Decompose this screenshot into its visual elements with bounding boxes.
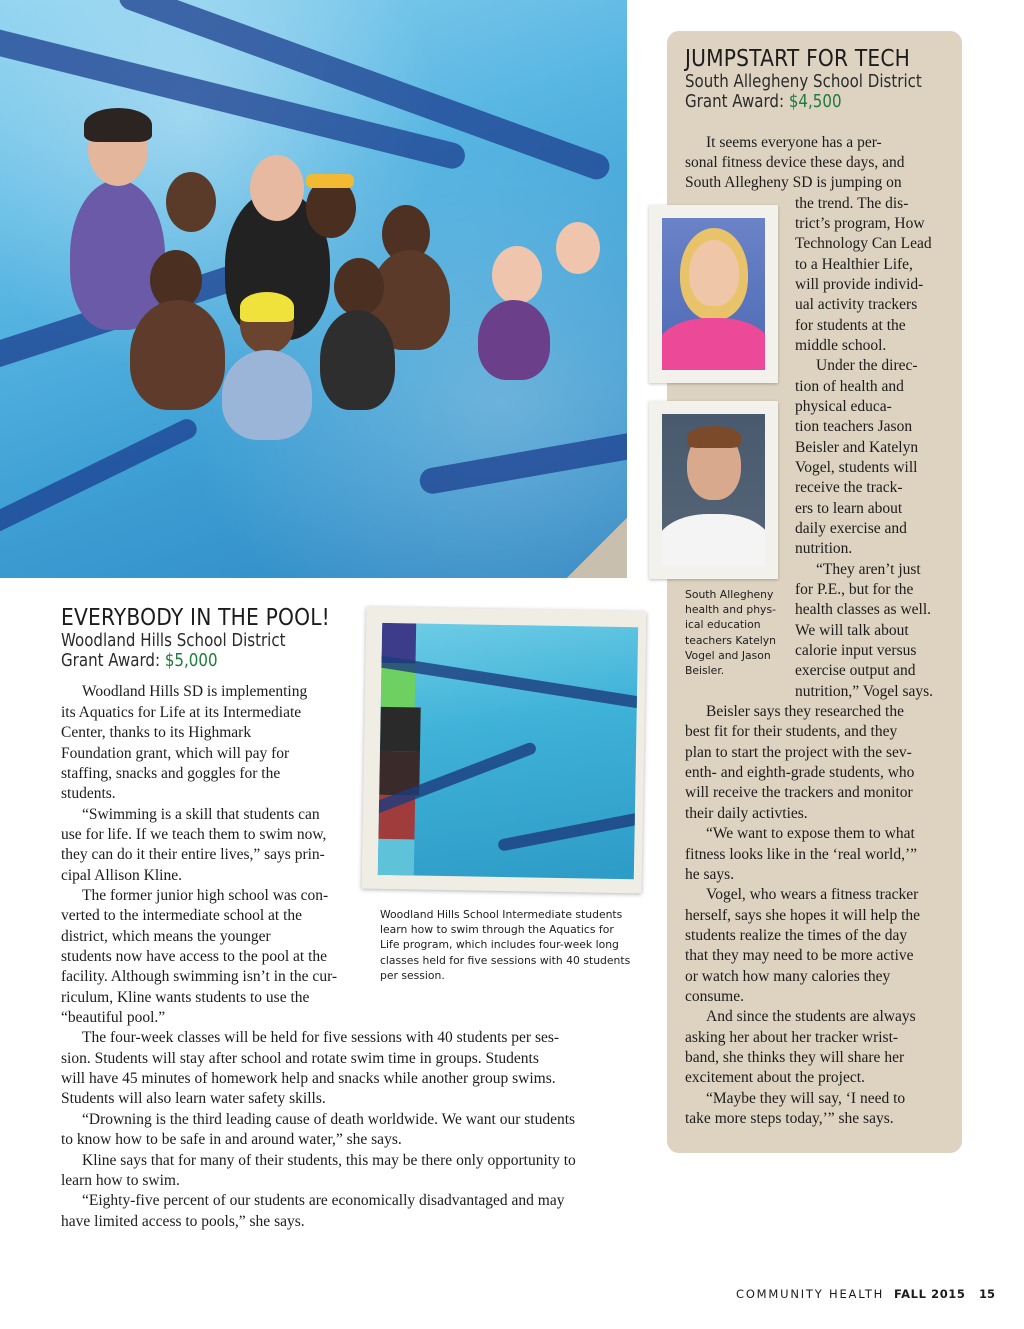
body-line: “Swimming is a skill that students can: [82, 806, 320, 823]
body-line: ers to learn about: [795, 500, 903, 517]
body-line: for P.E., but for the: [795, 581, 914, 598]
body-line: sonal fitness device these days, and: [685, 154, 905, 171]
sidebar-title: JUMPSTART FOR TECH: [685, 46, 911, 72]
caption-line: teachers Katelyn: [685, 634, 777, 647]
caption-line: per session.: [380, 969, 445, 982]
body-line: physical educa-: [795, 398, 892, 415]
body-line: will have 45 minutes of homework help and snacks while another group swims.: [61, 1070, 556, 1087]
caption-line: Life program, which includes four-week long: [380, 938, 619, 951]
body-line: “Drowning is the third leading cause of death worldwide. We want our students: [82, 1111, 576, 1128]
body-line: health classes as well.: [795, 601, 932, 618]
caption-line: South Allegheny: [685, 588, 774, 601]
body-line: consume.: [685, 988, 744, 1005]
body-line: sion. Students will stay after school and rotate swim time in groups. Students: [61, 1050, 539, 1067]
body-line: students now have access to the pool at the: [61, 948, 328, 965]
body-line: “beautiful pool.”: [61, 1009, 166, 1026]
body-line: their daily activties.: [685, 805, 808, 822]
main-title: EVERYBODY IN THE POOL!: [61, 605, 330, 631]
body-line: It seems everyone has a per-: [706, 134, 882, 151]
body-line: use for life. If we teach them to swim now,: [61, 826, 327, 843]
body-line: district, which means the younger: [61, 928, 271, 945]
sidebar-award-label: Grant Award:: [685, 92, 785, 112]
body-line: And since the students are always: [706, 1008, 916, 1025]
footer-page-number: 15: [979, 1287, 996, 1301]
body-line: students.: [61, 785, 116, 802]
body-line: South Allegheny SD is jumping on: [685, 174, 902, 191]
body-line: The four-week classes will be held for five sessions with 40 students per ses-: [82, 1029, 560, 1046]
body-line: Beisler and Katelyn: [795, 439, 919, 456]
sidebar-header: [685, 46, 955, 112]
body-line: We will talk about: [795, 622, 909, 639]
body-line: trict’s program, How: [795, 215, 925, 232]
aquatics-class-photo: [362, 607, 647, 894]
body-line: Center, thanks to its Highmark: [61, 724, 252, 741]
body-line: nutrition,” Vogel says.: [795, 683, 934, 700]
body-line: “We want to expose them to what: [706, 825, 915, 842]
portrait-katelyn-vogel: [649, 205, 778, 383]
body-line: students realize the times of the day: [685, 927, 908, 944]
body-line: Students will also learn water safety skills.: [61, 1090, 326, 1107]
portrait-jason-beisler: [649, 401, 778, 579]
body-line: to a Healthier Life,: [795, 256, 913, 273]
body-line: excitement about the project.: [685, 1069, 865, 1086]
body-line: “Maybe they will say, ‘I need to: [706, 1090, 906, 1107]
body-line: take more steps today,’” she says.: [685, 1110, 894, 1127]
sidebar-award-amount: $4,500: [788, 92, 842, 112]
body-line: staffing, snacks and goggles for the: [61, 765, 281, 782]
caption-line: ical education: [685, 618, 761, 631]
body-line: Vogel, who wears a fitness tracker: [706, 886, 919, 903]
body-line: have limited access to pools,” she says.: [61, 1213, 305, 1230]
body-line: “Eighty-five percent of our students are economically disadvantaged and may: [82, 1192, 565, 1209]
body-line: tion teachers Jason: [795, 418, 913, 435]
body-line: herself, says she hopes it will help the: [685, 907, 921, 924]
body-line: exercise output and: [795, 662, 916, 679]
body-line: will provide individ-: [795, 276, 924, 293]
body-line: will receive the trackers and monitor: [685, 784, 913, 801]
body-line: Vogel, students will: [795, 459, 918, 476]
footer-section: COMMUNITY HEALTH: [736, 1287, 885, 1301]
body-line: tion of health and: [795, 378, 904, 395]
body-line: he says.: [685, 866, 735, 883]
caption-line: Beisler.: [685, 664, 725, 677]
body-line: plan to start the project with the sev-: [685, 744, 912, 761]
body-line: middle school.: [795, 337, 887, 354]
body-line: learn how to swim.: [61, 1172, 180, 1189]
caption-line: classes held for five sessions with 40 students: [380, 954, 631, 967]
caption-line: Vogel and Jason: [685, 649, 771, 662]
body-line: they can do it their entire lives,” says prin-: [61, 846, 325, 863]
body-line: Kline says that for many of their students, this may be there only opportunity to: [82, 1152, 576, 1169]
pool-group-photo: [0, 0, 627, 578]
main-award: [61, 651, 319, 671]
body-line: daily exercise and: [795, 520, 907, 537]
body-line: The former junior high school was con-: [82, 887, 329, 904]
footer-issue: FALL 2015: [894, 1287, 966, 1301]
body-line: nutrition.: [795, 540, 853, 557]
caption-line: health and phys-: [685, 603, 776, 616]
main-award-label: Grant Award:: [61, 651, 161, 671]
body-line: receive the track-: [795, 479, 903, 496]
sidebar-district: South Allegheny School District: [685, 72, 922, 92]
body-line: cipal Allison Kline.: [61, 867, 182, 884]
body-line: Woodland Hills SD is implementing: [82, 683, 308, 700]
main-district: Woodland Hills School District: [61, 631, 286, 651]
body-line: best fit for their students, and they: [685, 723, 898, 740]
body-line: Technology Can Lead: [795, 235, 932, 252]
body-line: enth- and eighth-grade students, who: [685, 764, 915, 781]
main-award-amount: $5,000: [164, 651, 218, 671]
body-line: the trend. The dis-: [795, 195, 909, 212]
body-line: Foundation grant, which will pay for: [61, 745, 290, 762]
body-line: fitness looks like in the ‘real world,’”: [685, 846, 918, 863]
caption-line: learn how to swim through the Aquatics for: [380, 923, 614, 936]
sidebar-award: [685, 92, 917, 112]
body-line: to know how to be safe in and around water,” she says.: [61, 1131, 402, 1148]
body-line: verted to the intermediate school at the: [61, 907, 303, 924]
body-line: calorie input versus: [795, 642, 917, 659]
caption-line: Woodland Hills School Intermediate students: [380, 908, 623, 921]
body-line: or watch how many calories they: [685, 968, 891, 985]
body-line: ual activity trackers: [795, 296, 918, 313]
body-line: its Aquatics for Life at its Intermediate: [61, 704, 302, 721]
body-line: Beisler says they researched the: [706, 703, 904, 720]
body-line: Under the direc-: [816, 357, 918, 374]
body-line: that they may need to be more active: [685, 947, 914, 964]
main-article-header: [61, 605, 361, 671]
body-line: for students at the: [795, 317, 906, 334]
body-line: riculum, Kline wants students to use the: [61, 989, 310, 1006]
body-line: band, she thinks they will share her: [685, 1049, 905, 1066]
body-line: facility. Although swimming isn’t in the cur-: [61, 968, 338, 985]
body-line: asking her about her tracker wrist-: [685, 1029, 899, 1046]
body-line: “They aren’t just: [816, 561, 921, 578]
